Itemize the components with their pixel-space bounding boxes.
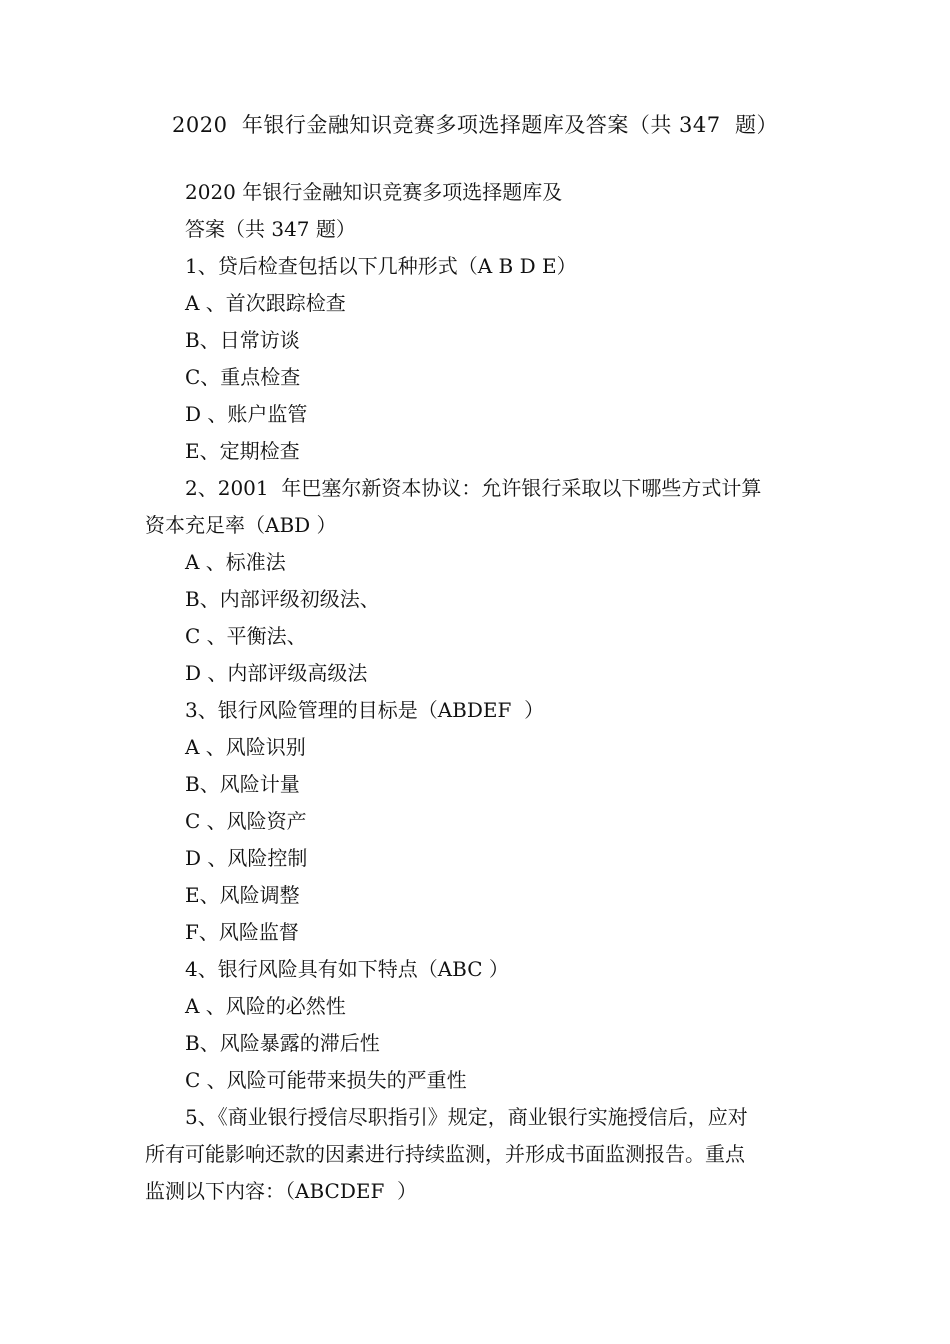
text-line: A 、首次跟踪检查 bbox=[185, 291, 346, 315]
text-line: 2、2001 年巴塞尔新资本协议：允许银行采取以下哪些方式计算 bbox=[185, 476, 762, 500]
document-title: 2020 年银行金融知识竞赛多项选择题库及答案（共 347 题） bbox=[172, 113, 778, 137]
text-line: E、定期检查 bbox=[185, 439, 300, 463]
text-line: C 、风险资产 bbox=[185, 809, 307, 833]
text-line: B、风险计量 bbox=[185, 772, 300, 796]
text-line: 5、《商业银行授信尽职指引》规定，商业银行实施授信后，应对 bbox=[185, 1105, 748, 1129]
text-line: 4、银行风险具有如下特点（ABC ） bbox=[185, 957, 509, 981]
text-line: F、风险监督 bbox=[185, 920, 299, 944]
text-line: B、内部评级初级法、 bbox=[185, 587, 380, 611]
text-line: A 、风险的必然性 bbox=[185, 994, 346, 1018]
text-line: 资本充足率（ABD ） bbox=[145, 513, 337, 537]
text-line: C 、平衡法、 bbox=[185, 624, 307, 648]
text-line: 3、银行风险管理的目标是（ABDEF ） bbox=[185, 698, 545, 722]
text-line: C 、风险可能带来损失的严重性 bbox=[185, 1068, 467, 1092]
text-line: B、风险暴露的滞后性 bbox=[185, 1031, 380, 1055]
text-line: 监测以下内容：（ABCDEF ） bbox=[145, 1179, 418, 1203]
text-line: B、日常访谈 bbox=[185, 328, 300, 352]
text-line: 所有可能影响还款的因素进行持续监测，并形成书面监测报告。重点 bbox=[145, 1142, 745, 1166]
text-line: A 、标准法 bbox=[185, 550, 286, 574]
text-line: C、重点检查 bbox=[185, 365, 301, 389]
text-line: D 、风险控制 bbox=[185, 846, 308, 870]
text-line: 1、贷后检查包括以下几种形式（A B D E） bbox=[185, 254, 577, 278]
text-line: E、风险调整 bbox=[185, 883, 300, 907]
text-line: 答案（共 347 题） bbox=[185, 217, 356, 241]
text-line: D 、内部评级高级法 bbox=[185, 661, 368, 685]
text-line: 2020 年银行金融知识竞赛多项选择题库及 bbox=[185, 180, 563, 204]
document-body bbox=[145, 174, 810, 1210]
text-line: D 、账户监管 bbox=[185, 402, 308, 426]
text-line: A 、风险识别 bbox=[185, 735, 306, 759]
